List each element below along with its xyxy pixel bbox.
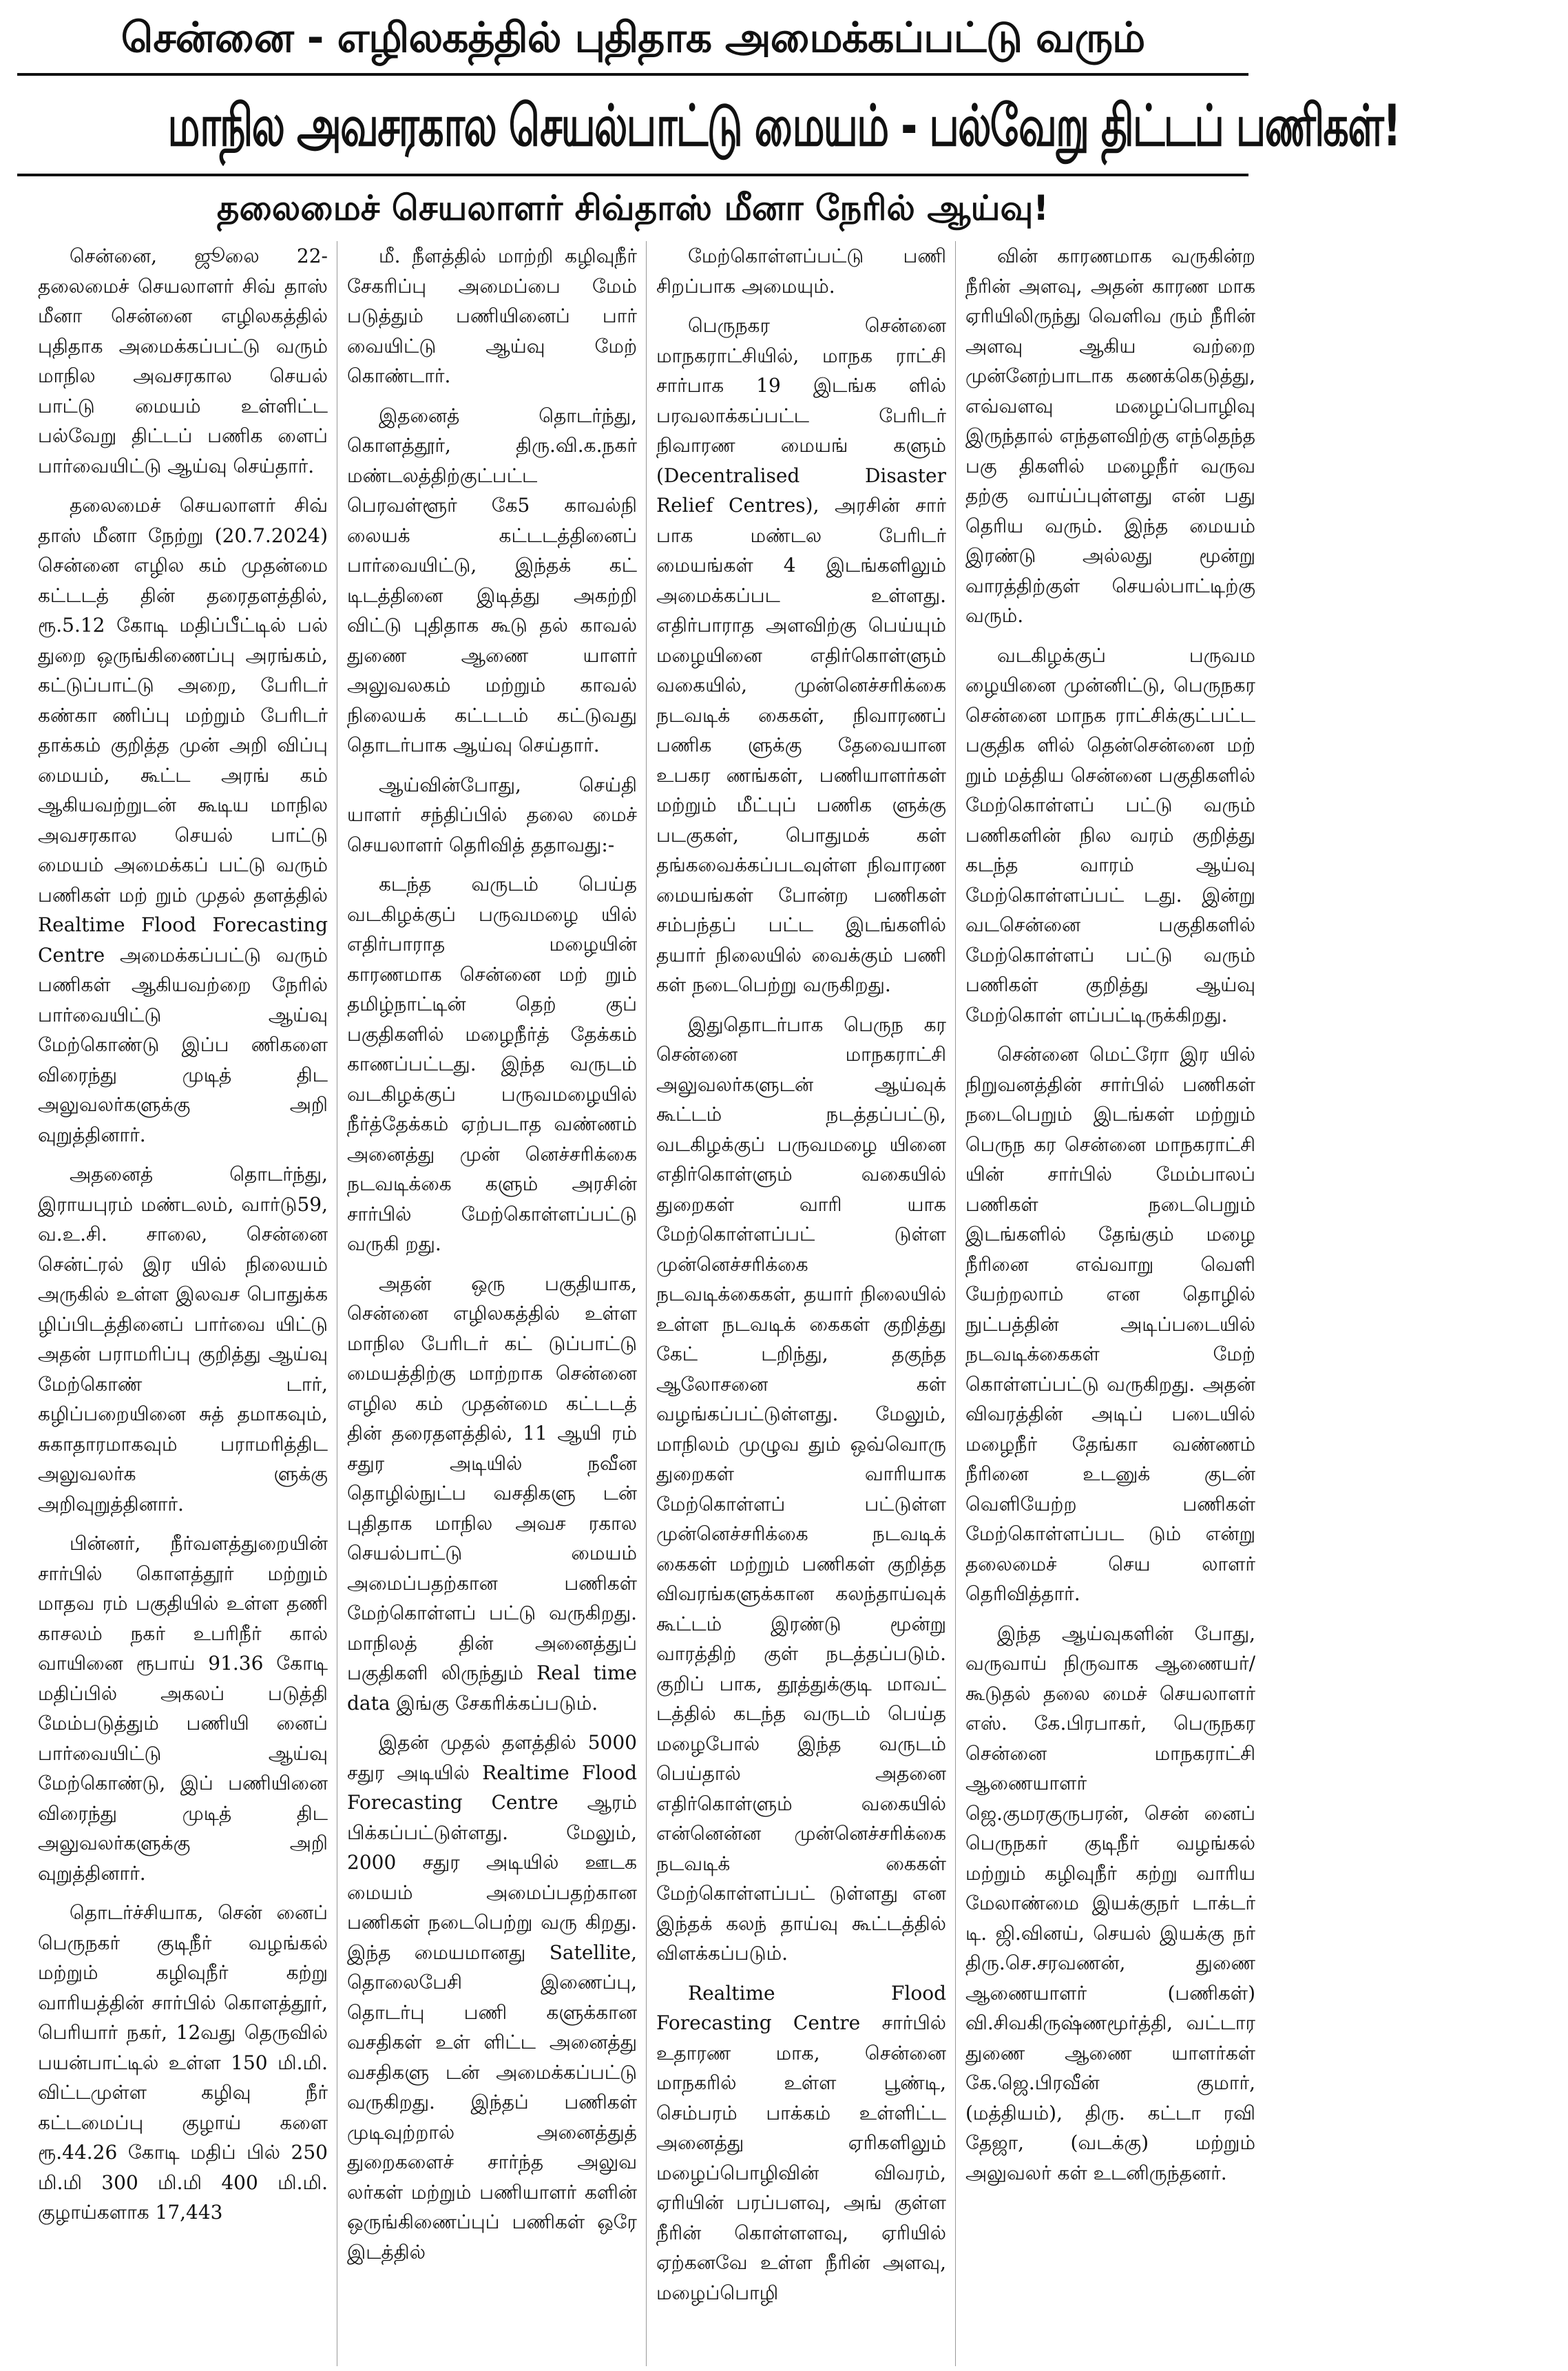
article-paragraph: கடந்த வருடம் பெய்த வடகிழக்குப் பருவமழை யில் எதிர்பாராத மழையின் காரணமாக சென்னை மற் றும் தமிழ்நாட்டின் தெற் குப் பகுதிகளில் மழைநீர்த் தேக்கம் காணப்பட்டது. இந்த வருடம் வடகிழக்குப் பருவமழையில் நீர்த்தேக்கம் ஏற்படாத வண்ணம் அனைத்து முன் னெச்சரிக்கை நடவடிக்கை களும் அரசின் சார்பில் மேற்கொள்ளப்பட்டு வருகி றது.	[347, 873, 637, 1255]
sub-headline: தலைமைச் செயலாளர் சிவ்தாஸ் மீனா நேரில் ஆய்வு!	[216, 188, 1049, 228]
article-body	[38, 241, 1255, 2366]
headline-divider	[17, 174, 1248, 176]
article-paragraph: இதன் முதல் தளத்தில் 5000 சதுர அடியில் Realtime Flood Forecasting Centre ஆரம் பிக்கப்பட்டுள்ளது. மேலும், 2000 சதுர அடியில் ஊடக மையம் அமைப்பதற்கான பணிகள் நடைபெற்று வரு கிறது. இந்த மையமானது Satellite, தொலைபேசி இணைப்பு, தொடர்பு பணி களுக்கான வசதிகள் உள் ளிட்ட அனைத்து வசதிகளு டன் அமைக்கப்பட்டு வருகிறது. இந்தப் பணிகள் முடிவுற்றால் அனைத்துத் துறைகளைச் சார்ந்த அலுவ லர்கள் மற்றும் பணியாளர் களின் ஒருங்கிணைப்புப் பணிகள் ஒரே இடத்தில்	[347, 1731, 637, 2264]
article-column-2	[347, 241, 637, 2366]
article-paragraph: அதனைத் தொடர்ந்து, இராயபுரம் மண்டலம், வார்டு59, வ.உ.சி. சாலை, சென்னை சென்ட்ரல் இர யில் நிலையம் அருகில் உள்ள இலவச பொதுக்க ழிப்பிடத்தினைப் பார்வை யிட்டு அதன் பராமரிப்பு குறித்து ஆய்வு மேற்கொண் டார், கழிப்பறையினை சுத் தமாகவும், சுகாதாரமாகவும் பராமரித்திட அலுவலர்க ளுக்கு அறிவுறுத்தினார்.	[38, 1163, 328, 1515]
main-headline: மாநில அவசரகால செயல்பாட்டு மையம் - பல்வேறு திட்டப் பணிகள்!	[167, 92, 1401, 160]
article-paragraph: வடகிழக்குப் பருவம ழையினை முன்னிட்டு, பெருநகர சென்னை மாநக ராட்சிக்குட்பட்ட பகுதிக ளில் தென்சென்னை மற் றும் மத்திய சென்னை பகுதிகளில் மேற்கொள்ளப் பட்டு வரும் பணிகளின் நில வரம் குறித்து கடந்த வாரம் ஆய்வு மேற்கொள்ளப்பட் டது. இன்று வடசென்னை பகுதிகளில் மேற்கொள்ளப் பட்டு வரும் பணிகள் குறித்து ஆய்வு மேற்கொள் ளப்பட்டிருக்கிறது.	[965, 643, 1255, 1026]
article-paragraph: இதுதொடர்பாக பெருந கர சென்னை மாநகராட்சி அலுவலர்களுடன் ஆய்வுக் கூட்டம் நடத்தப்பட்டு, வடகிழக்குப் பருவமழை யினை எதிர்கொள்ளும் வகையில் துறைகள் வாரி யாக மேற்கொள்ளப்பட் டுள்ள முன்னெச்சரிக்கை நடவடிக்கைகள், தயார் நிலையில் உள்ள நடவடிக் கைகள் குறித்து கேட் டறிந்து, தகுந்த ஆலோசனை கள் வழங்கப்பட்டுள்ளது. மேலும், மாநிலம் முழுவ தும் ஒவ்வொரு துறைகள் வாரியாக மேற்கொள்ளப் பட்டுள்ள முன்னெச்சரிக்கை நடவடிக் கைகள் மற்றும் பணிகள் குறித்த விவரங்களுக்கான கலந்தாய்வுக் கூட்டம் இரண்டு மூன்று வாரத்திற் குள் நடத்தப்படும். குறிப் பாக, தூத்துக்குடி மாவட் டத்தில் கடந்த வருடம் பெய்த மழைபோல் இந்த வருடம் பெய்தால் அதனை எதிர்கொள்ளும் வகையில் என்னென்ன முன்னெச்சரிக்கை நடவடிக் கைகள் மேற்கொள்ளப்பட் டுள்ளது என இந்தக் கலந் தாய்வு கூட்டத்தில் விளக்கப்படும்.	[656, 1013, 946, 1965]
article-paragraph: வின் காரணமாக வருகின்ற நீரின் அளவு, அதன் காரண மாக ஏரியிலிருந்து வெளிவ ரும் நீரின் அளவு ஆகிய வற்றை முன்னேற்பாடாக கணக்கெடுத்து, எவ்வளவு மழைப்பொழிவு இருந்தால் எந்தளவிற்கு எந்தெந்த பகு திகளில் மழைநீர் வருவ தற்கு வாய்ப்புள்ளது என் பது தெரிய வரும். இந்த மையம் இரண்டு அல்லது மூன்று வாரத்திற்குள் செயல்பாட்டிற்கு வரும்.	[965, 245, 1255, 627]
article-paragraph: சென்னை மெட்ரோ இர யில் நிறுவனத்தின் சார்பில் பணிகள் நடைபெறும் இடங்கள் மற்றும் பெருந கர சென்னை மாநகராட்சி யின் சார்பில் மேம்பாலப் பணிகள் நடைபெறும் இடங்களில் தேங்கும் மழை நீரினை எவ்வாறு வெளி யேற்றலாம் என தொழில் நுட்பத்தின் அடிப்படையில் நடவடிக்கைகள் மேற் கொள்ளப்பட்டு வருகிறது. அதன் விவரத்தின் அடிப் படையில் மழைநீர் தேங்கா வண்ணம் நீரினை உடனுக் குடன் வெளியேற்ற பணிகள் மேற்கொள்ளப்பட டும் என்று தலைமைச் செய லாளர் தெரிவித்தார்.	[965, 1043, 1255, 1605]
article-paragraph: அதன் ஒரு பகுதியாக, சென்னை எழிலகத்தில் உள்ள மாநில பேரிடர் கட் டுப்பாட்டு மையத்திற்கு மாற்றாக சென்னை எழில கம் முதன்மை கட்டடத் தின் தரைதளத்தில், 11 ஆயி ரம் சதுர அடியில் நவீன தொழில்நுட்ப வசதிகளு டன் புதிதாக மாநில அவச ரகால செயல்பாட்டு மையம் அமைப்பதற்கான பணிகள் மேற்கொள்ளப் பட்டு வருகிறது. மாநிலத் தின் அனைத்துப் பகுதிகளி லிருந்தும் Real time data இங்கு சேகரிக்கப்படும்.	[347, 1272, 637, 1715]
article-paragraph: Realtime Flood Forecasting Centre சார்பில் உதாரண மாக, சென்னை மாநகரில் உள்ள பூண்டி, செம்பரம் பாக்கம் உள்ளிட்ட அனைத்து ஏரிகளிலும் மழைப்பொழிவின் விவரம், ஏரியின் பரப்பளவு, அங் குள்ள நீரின் கொள்ளளவு, ஏரியில் ஏற்கனவே உள்ள நீரின் அளவு, மழைப்பொழி	[656, 1981, 946, 2304]
article-paragraph: தலைமைச் செயலாளர் சிவ் தாஸ் மீனா நேற்று (20.7.2024) சென்னை எழில கம் முதன்மை கட்டடத் தின் தரைதளத்தில், ரூ.5.12 கோடி மதிப்பீட்டில் பல் துறை ஒருங்கிணைப்பு அரங்கம், கட்டுப்பாட்டு அறை, பேரிடர் கண்கா ணிப்பு மற்றும் பேரிடர் தாக்கம் குறித்த முன் அறி விப்பு மையம், கூட்ட அரங் கம் ஆகியவற்றுடன் கூடிய மாநில அவசரகால செயல் பாட்டு மையம் அமைக்கப் பட்டு வரும் பணிகள் மற் றும் முதல் தளத்தில் Realtime Flood Forecasting Centre அமைக்கப்பட்டு வரும் பணிகள் ஆகியவற்றை நேரில் பார்வையிட்டு ஆய்வு மேற்கொண்டு இப்ப ணிகளை விரைந்து முடித் திட அலுவலர்களுக்கு அறி வுறுத்தினார்.	[38, 494, 328, 1146]
article-paragraph: தொடர்ச்சியாக, சென் னைப் பெருநகர் குடிநீர் வழங்கல் மற்றும் கழிவுநீர் கற்று வாரியத்தின் சார்பில் கொளத்தூர், பெரியார் நகர், 12வது தெருவில் பயன்பாட்டில் உள்ள 150 மி.மி. விட்டமுள்ள கழிவு நீர் கட்டமைப்பு குழாய் களை ரூ.44.26 கோடி மதிப் பில் 250 மி.மி 300 மி.மி 400 மி.மி. குழாய்களாக 17,443	[38, 1901, 328, 2224]
article-paragraph: மேற்கொள்ளப்பட்டு பணி சிறப்பாக அமையும்.	[656, 245, 946, 298]
article-paragraph: ஆய்வின்போது, செய்தி யாளர் சந்திப்பில் தலை மைச் செயலாளர் தெரிவித் ததாவது:-	[347, 773, 637, 856]
article-paragraph: மீ. நீளத்தில் மாற்றி கழிவுநீர் சேகரிப்பு அமைப்பை மேம் படுத்தும் பணியினைப் பார் வையிட்டு ஆய்வு மேற் கொண்டார்.	[347, 245, 637, 387]
article-paragraph: இந்த ஆய்வுகளின் போது, வருவாய் நிருவாக ஆணையர்/கூடுதல் தலை மைச் செயலாளர் எஸ். கே.பிரபாகர், பெருநகர சென்னை மாநகராட்சி ஆணையாளர் ஜெ.குமரகுருபரன், சென் னைப் பெருநகர் குடிநீர் வழங்கல் மற்றும் கழிவுநீர் கற்று வாரிய மேலாண்மை இயக்குநர் டாக்டர் டி. ஜி.வினய், செயல் இயக்கு நர் திரு.செ.சரவணன், துணை ஆணையாளர் (பணிகள்) வி.சிவகிருஷ்ணமூர்த்தி, வட்டார துணை ஆணை யாளர்கள் கே.ஜெ.பிரவீன் குமார், (மத்தியம்), திரு. கட்டா ரவி தேஜா, (வடக்கு) மற்றும் அலுவலர் கள் உடனிருந்தனர்.	[965, 1622, 1255, 2184]
article-column-3	[656, 241, 946, 2366]
article-column-4	[965, 241, 1255, 2366]
article-paragraph: இதனைத் தொடர்ந்து, கொளத்தூர், திரு.வி.க.நகர் மண்டலத்திற்குட்பட்ட பெரவள்ளூர் கே5 காவல்நி லையக் கட்டடத்தினைப் பார்வையிட்டு, இந்தக் கட் டிடத்தினை இடித்து அகற்றி விட்டு புதிதாக கூடு தல் காவல் துணை ஆணை யாளர் அலுவலகம் மற்றும் காவல் நிலையக் கட்டடம் கட்டுவது தொடர்பாக ஆய்வு செய்தார்.	[347, 404, 637, 756]
kicker-headline: சென்னை - எழிலகத்தில் புதிதாக அமைக்கப்பட்டு வரும்	[121, 14, 1145, 62]
article-column-1	[38, 241, 328, 2366]
article-paragraph: சென்னை, ஜூலை 22- தலைமைச் செயலாளர் சிவ் தாஸ் மீனா சென்னை எழிலகத்தில் புதிதாக அமைக்கப்பட்டு வரும் மாநில அவசரகால செயல் பாட்டு மையம் உள்ளிட்ட பல்வேறு திட்டப் பணிக ளைப் பார்வையிட்டு ஆய்வு செய்தார்.	[38, 245, 328, 477]
article-paragraph: பின்னர், நீர்வளத்துறையின் சார்பில் கொளத்தூர் மற்றும் மாதவ ரம் பகுதியில் உள்ள தணி காசலம் நகர் உபரிநீர் கால் வாயினை ரூபாய் 91.36 கோடி மதிப்பில் அகலப் படுத்தி மேம்படுத்தும் பணியி னைப் பார்வையிட்டு ஆய்வு மேற்கொண்டு, இப் பணியினை விரைந்து முடித் திட அலுவலர்களுக்கு அறி வுறுத்தினார்.	[38, 1532, 328, 1885]
article-paragraph: பெருநகர சென்னை மாநகராட்சியில், மாநக ராட்சி சார்பாக 19 இடங்க ளில் பரவலாக்கப்பட்ட பேரிடர் நிவாரண மையங் களும் (Decentralised Disaster Relief Centres), அரசின் சார் பாக மண்டல பேரிடர் மையங்கள் 4 இடங்களிலும் அமைக்கப்பட உள்ளது. எதிர்பாராத அளவிற்கு பெய்யும் மழையினை எதிர்கொள்ளும் வகையில், முன்னெச்சரிக்கை நடவடிக் கைகள், நிவாரணப் பணிக ளுக்கு தேவையான உபகர ணங்கள், பணியாளர்கள் மற்றும் மீட்புப் பணிக ளுக்கு படகுகள், பொதுமக் கள் தங்கவைக்கப்படவுள்ள நிவாரண மையங்கள் போன்ற பணிகள் சம்பந்தப் பட்ட இடங்களில் தயார் நிலையில் வைக்கும் பணி கள் நடைபெற்று வருகிறது.	[656, 314, 946, 996]
